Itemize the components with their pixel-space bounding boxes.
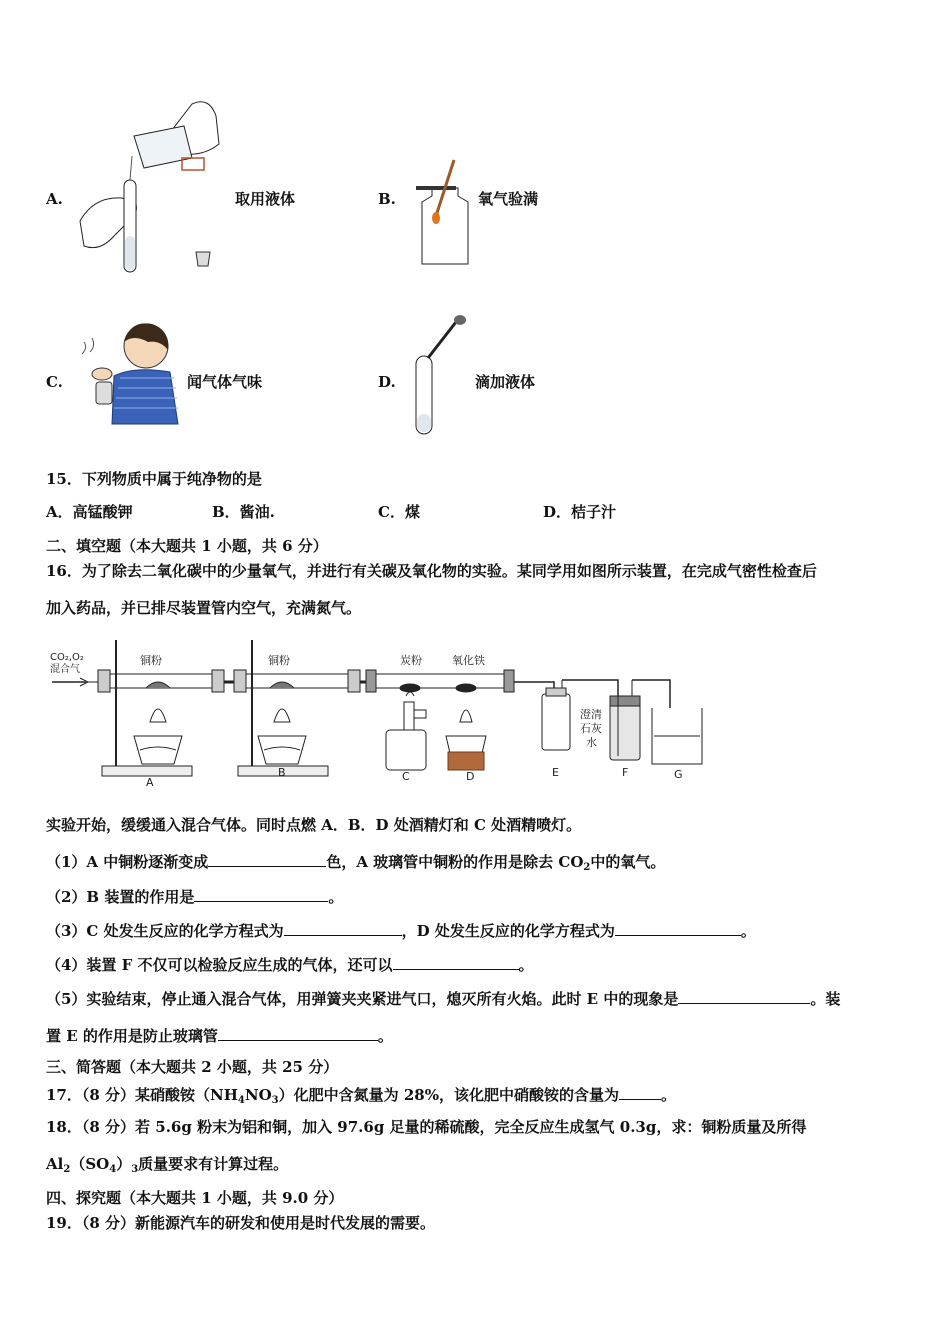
tube-a-stopper-left xyxy=(98,670,110,692)
q18-line2: $Al_2(SO_4)_3$质量要求有计算过程。 xyxy=(46,1155,289,1175)
carbon-powder xyxy=(400,684,420,692)
bottle-f-stopper xyxy=(610,696,640,706)
answer-blank-3a[interactable] xyxy=(284,921,402,936)
q15-option-b: B．酱油. xyxy=(212,503,275,521)
copper-label-a: 铜粉 xyxy=(140,654,162,667)
option-c-letter: C. xyxy=(46,373,63,391)
gas-in-label-2: 混合气 xyxy=(50,664,80,675)
q16-part3: （3）C 处发生反应的化学方程式为 ，D 处发生反应的化学方程式为 。 xyxy=(46,922,756,940)
option-d-label: 滴加液体 xyxy=(475,373,536,391)
bottle-e-stopper xyxy=(546,688,566,696)
q16-part5-line1: （5）实验结束，停止通入混合气体，用弹簧夹夹紧进气口，熄灭所有火焰。此时 E 中的现象是 。装 xyxy=(46,990,841,1008)
q17: 17．（8 分）某硝酸铵$(NH_4NO_3)$化肥中含氮量为 28%，该化肥中硝酸铵的含量为 。 xyxy=(46,1086,677,1106)
flame-b xyxy=(274,709,290,722)
bottle-f xyxy=(610,704,640,760)
carbon-label: 炭粉 xyxy=(400,654,422,667)
apparatus-diagram xyxy=(46,640,716,790)
gas-in-label-1: CO₂,O₂ xyxy=(50,652,84,663)
option-c-label: 闻气体气味 xyxy=(187,373,263,391)
option-a-label: 取用液体 xyxy=(235,190,296,208)
q16-part5-line2: 置 E 的作用是防止玻璃管 。 xyxy=(46,1027,393,1045)
answer-blank-5a[interactable] xyxy=(678,989,810,1004)
section-2-title: 二、填空题（本大题共 1 小题，共 6 分） xyxy=(46,537,328,555)
iron-oxide-label: 氧化铁 xyxy=(452,654,485,667)
lamp-d-block xyxy=(448,752,484,770)
stand-a-base xyxy=(102,766,192,776)
q19-stem: 19．（8 分）新能源汽车的研发和使用是时代发展的需要。 xyxy=(46,1214,436,1232)
oxygen-test-illustration xyxy=(408,156,478,270)
q15-option-c: C．煤 xyxy=(378,503,420,521)
tube-b-stopper-left xyxy=(234,670,246,692)
tube-cd xyxy=(372,674,508,688)
lamp-c-knob xyxy=(414,710,426,718)
tube-cd-stopper-left xyxy=(366,670,376,692)
option-b-letter: B. xyxy=(378,190,396,208)
pour-liquid-illustration xyxy=(74,96,224,276)
iron-oxide-powder xyxy=(456,684,476,692)
q18-line1: 18．（8 分）若 5.6g 粉末为铝和铜，加入 97.6g 足量的稀硫酸，完全反应生成氢气 0.3g，求：铜粉质量及所得 xyxy=(46,1118,807,1136)
label-c: C xyxy=(402,770,410,783)
q15-option-d: D．桔子汁 xyxy=(543,503,617,521)
copper-powder-a xyxy=(146,682,170,688)
limewater-label-3: 水 xyxy=(586,736,597,749)
bottle-e xyxy=(542,694,570,750)
option-d-letter: D. xyxy=(378,373,396,391)
q15-option-a: A．高锰酸钾 xyxy=(46,503,133,521)
q16-part4: （4）装置 F 不仅可以检验反应生成的气体，还可以 。 xyxy=(46,956,534,974)
section-4-title: 四、探究题（本大题共 1 小题，共 9.0 分） xyxy=(46,1189,344,1207)
smell-gas-illustration xyxy=(74,316,184,426)
q16-intro: 实验开始，缓缓通入混合气体。同时点燃 A．B．D 处酒精灯和 C 处酒精喷灯。 xyxy=(46,816,582,834)
label-d: D xyxy=(466,770,475,783)
label-g: G xyxy=(674,768,683,781)
tube-b xyxy=(242,674,352,688)
q16-stem-line2: 加入药品，并已排尽装置管内空气，充满氮气。 xyxy=(46,599,362,617)
drop-liquid-illustration xyxy=(408,314,472,436)
q16-part1: （1）A 中铜粉逐渐变成 色，A 玻璃管中铜粉的作用是除去 $CO_2$中的氧气。 xyxy=(46,853,666,873)
option-b-label: 氧气验满 xyxy=(478,190,539,208)
label-a: A xyxy=(146,776,154,789)
q15-stem: 15．下列物质中属于纯净物的是 xyxy=(46,470,262,488)
limewater-label-2: 石灰 xyxy=(580,722,602,735)
answer-blank-17[interactable] xyxy=(619,1085,661,1100)
label-f: F xyxy=(622,766,629,779)
limewater-label-1: 澄清 xyxy=(580,708,602,721)
flame-a xyxy=(150,709,166,722)
answer-blank-1[interactable] xyxy=(208,852,326,867)
answer-blank-4[interactable] xyxy=(393,955,519,970)
tube-cd-stopper-right xyxy=(504,670,514,692)
answer-blank-3b[interactable] xyxy=(615,921,741,936)
copper-label-b: 铜粉 xyxy=(268,654,290,667)
label-e: E xyxy=(552,766,559,779)
answer-blank-5b[interactable] xyxy=(218,1026,378,1041)
flame-c xyxy=(406,692,414,696)
q16-part2: （2）B 装置的作用是 。 xyxy=(46,888,344,906)
q16-stem-line1: 16．为了除去二氧化碳中的少量氧气，并进行有关碳及氧化物的实验。某同学用如图所示装置，在完成气密性检查后 xyxy=(46,562,817,580)
section-3-title: 三、简答题（本大题共 2 小题，共 25 分） xyxy=(46,1058,339,1076)
flame-d xyxy=(460,710,472,722)
option-a-letter: A. xyxy=(46,190,63,208)
copper-powder-b xyxy=(270,682,294,688)
label-b: B xyxy=(278,766,286,779)
tube-a-stopper-right xyxy=(212,670,224,692)
answer-blank-2[interactable] xyxy=(194,887,328,902)
tube-b-stopper-right xyxy=(348,670,360,692)
lamp-c-body xyxy=(386,730,426,770)
